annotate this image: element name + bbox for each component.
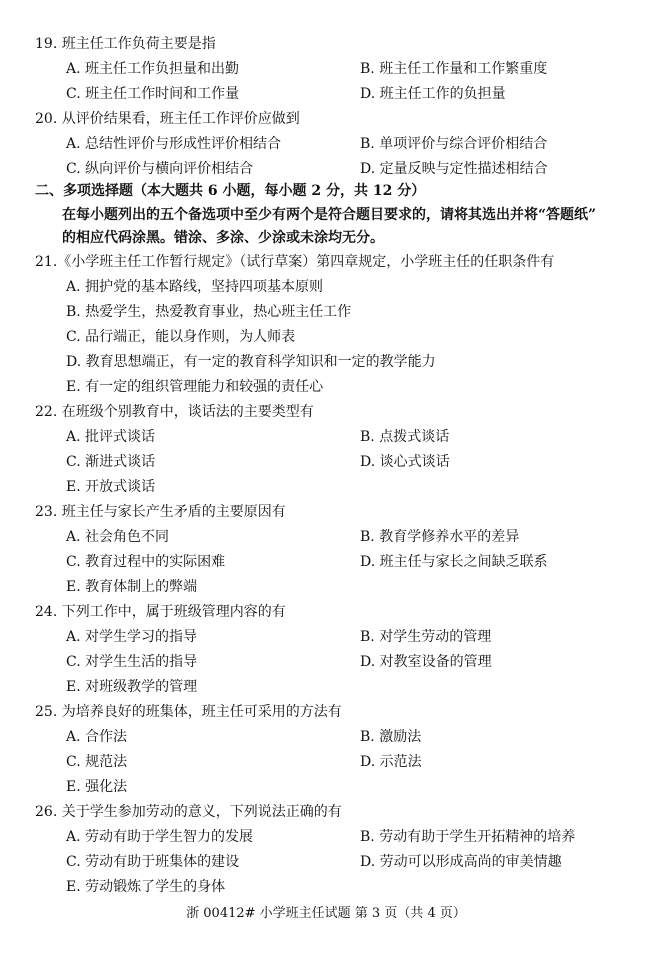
question-23-option-a: A. 社会角色不同 — [66, 529, 170, 545]
question-26-option-b: B. 劳动有助于学生开拓精神的培养 — [360, 829, 576, 845]
section-title: 二、多项选择题（本大题共 6 小题，每小题 2 分，共 12 分） — [35, 183, 426, 199]
question-21-option-c: C. 品行端正，能以身作则，为人师表 — [66, 329, 296, 345]
question-23-option-d: D. 班主任与家长之间缺乏联系 — [360, 554, 548, 570]
question-19-option-b: B. 班主任工作量和工作繁重度 — [360, 61, 548, 77]
question-24-option-e: E. 对班级教学的管理 — [66, 679, 198, 695]
question-20-option-c: C. 纵向评价与横向评价相结合 — [66, 161, 254, 177]
question-23-option-c: C. 教育过程中的实际困难 — [66, 554, 226, 570]
question-24-stem: 24. 下列工作中，属于班级管理内容的有 — [35, 604, 286, 620]
question-22-option-b: B. 点拨式谈话 — [360, 429, 450, 445]
question-20-stem: 20. 从评价结果看，班主任工作评价应做到 — [35, 111, 300, 127]
question-26-option-c: C. 劳动有助于班集体的建设 — [66, 854, 240, 870]
section-instruction-line-2: 的相应代码涂黑。错涂、多涂、少涂或未涂均无分。 — [62, 230, 384, 246]
question-19-stem: 19. 班主任工作负荷主要是指 — [35, 36, 216, 52]
question-21-stem: 21.《小学班主任工作暂行规定》（试行草案）第四章规定，小学班主任的任职条件有 — [35, 254, 555, 270]
question-25-option-c: C. 规范法 — [66, 754, 128, 770]
question-25-option-a: A. 合作法 — [66, 729, 128, 745]
question-20-option-d: D. 定量反映与定性描述相结合 — [360, 161, 548, 177]
question-25-option-b: B. 激励法 — [360, 729, 422, 745]
question-24-option-b: B. 对学生劳动的管理 — [360, 629, 492, 645]
question-22-option-d: D. 谈心式谈话 — [360, 454, 450, 470]
question-23-option-b: B. 教育学修养水平的差异 — [360, 529, 520, 545]
question-21-option-e: E. 有一定的组织管理能力和较强的责任心 — [66, 379, 324, 395]
question-25-option-e: E. 强化法 — [66, 779, 128, 795]
question-22-option-a: A. 批评式谈话 — [66, 429, 156, 445]
question-21-option-a: A. 拥护党的基本路线，坚持四项基本原则 — [66, 279, 324, 295]
question-26-option-d: D. 劳动可以形成高尚的审美情趣 — [360, 854, 562, 870]
question-26-option-a: A. 劳动有助于学生智力的发展 — [66, 829, 254, 845]
question-20-option-b: B. 单项评价与综合评价相结合 — [360, 136, 548, 152]
question-22-option-c: C. 渐进式谈话 — [66, 454, 156, 470]
question-22-option-e: E. 开放式谈话 — [66, 479, 156, 495]
question-19-option-c: C. 班主任工作时间和工作量 — [66, 86, 240, 102]
page-footer: 浙 00412# 小学班主任试题 第 3 页（共 4 页） — [186, 906, 466, 921]
question-21-option-b: B. 热爱学生，热爱教育事业，热心班主任工作 — [66, 304, 352, 320]
question-23-stem: 23. 班主任与家长产生矛盾的主要原因有 — [35, 504, 286, 520]
question-24-option-d: D. 对教室设备的管理 — [360, 654, 492, 670]
question-22-stem: 22. 在班级个别教育中，谈话法的主要类型有 — [35, 404, 314, 420]
section-instruction-line-1: 在每小题列出的五个备选项中至少有两个是符合题目要求的，请将其选出并将“答题纸” — [62, 207, 597, 223]
question-26-option-e: E. 劳动锻炼了学生的身体 — [66, 879, 226, 895]
question-20-option-a: A. 总结性评价与形成性评价相结合 — [66, 136, 282, 152]
question-19-option-a: A. 班主任工作负担量和出勤 — [66, 61, 240, 77]
question-26-stem: 26. 关于学生参加劳动的意义，下列说法正确的有 — [35, 804, 342, 820]
question-25-option-d: D. 示范法 — [360, 754, 422, 770]
question-23-option-e: E. 教育体制上的弊端 — [66, 579, 198, 595]
question-24-option-a: A. 对学生学习的指导 — [66, 629, 198, 645]
question-19-option-d: D. 班主任工作的负担量 — [360, 86, 506, 102]
question-21-option-d: D. 教育思想端正，有一定的教育科学知识和一定的教学能力 — [66, 354, 436, 370]
question-25-stem: 25. 为培养良好的班集体，班主任可采用的方法有 — [35, 704, 342, 720]
question-24-option-c: C. 对学生生活的指导 — [66, 654, 198, 670]
